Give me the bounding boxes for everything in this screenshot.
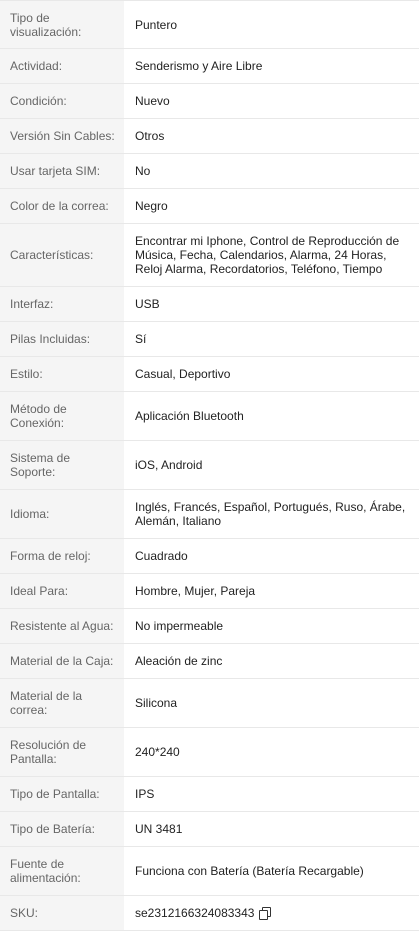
- spec-value-text: iOS, Android: [135, 458, 203, 472]
- spec-value-text: Inglés, Francés, Español, Portugués, Ruso, Árabe, Alemán, Italiano: [135, 500, 406, 528]
- spec-value: [124, 287, 419, 322]
- spec-row: [0, 154, 419, 189]
- spec-row-sku: [0, 896, 419, 931]
- spec-value: [124, 539, 419, 574]
- spec-row: [0, 644, 419, 679]
- spec-label: Interfaz:: [0, 287, 124, 322]
- spec-label: Material de la Caja:: [0, 644, 124, 679]
- spec-label: Idioma:: [0, 490, 124, 539]
- spec-row: [0, 322, 419, 357]
- spec-value-text: Senderismo y Aire Libre: [135, 59, 263, 73]
- spec-row: [0, 357, 419, 392]
- spec-row: [0, 812, 419, 847]
- spec-row: [0, 392, 419, 441]
- spec-row: [0, 441, 419, 490]
- spec-label: Versión Sin Cables:: [0, 119, 124, 154]
- spec-value: [124, 490, 419, 539]
- spec-label: Tipo de Pantalla:: [0, 777, 124, 812]
- spec-label: Tipo de visualización:: [0, 1, 124, 49]
- spec-value-text: Cuadrado: [135, 549, 188, 563]
- spec-row: [0, 847, 419, 896]
- spec-value: [124, 812, 419, 847]
- spec-value-text: Aplicación Bluetooth: [135, 409, 244, 423]
- spec-row: [0, 1, 419, 49]
- spec-value: [124, 644, 419, 679]
- spec-label: SKU:: [0, 896, 124, 931]
- spec-value-text: No impermeable: [135, 619, 224, 633]
- spec-value: [124, 1, 419, 49]
- spec-row: [0, 84, 419, 119]
- spec-row: [0, 679, 419, 728]
- spec-row: [0, 777, 419, 812]
- spec-label: Sistema de Soporte:: [0, 441, 124, 490]
- spec-row: [0, 539, 419, 574]
- spec-label: Color de la correa:: [0, 189, 124, 224]
- spec-value: [124, 896, 419, 931]
- spec-row: [0, 609, 419, 644]
- spec-value: [124, 392, 419, 441]
- spec-row: [0, 287, 419, 322]
- spec-value: [124, 679, 419, 728]
- specs-body: [0, 1, 419, 931]
- spec-label: Método de Conexión:: [0, 392, 124, 441]
- spec-label: Fuente de alimentación:: [0, 847, 124, 896]
- spec-label: Pilas Incluidas:: [0, 322, 124, 357]
- spec-row: [0, 574, 419, 609]
- spec-value-text: Casual, Deportivo: [135, 367, 231, 381]
- spec-value: [124, 728, 419, 777]
- spec-value: [124, 441, 419, 490]
- spec-row: [0, 728, 419, 777]
- spec-value: [124, 119, 419, 154]
- spec-label: Usar tarjeta SIM:: [0, 154, 124, 189]
- spec-label: Resolución de Pantalla:: [0, 728, 124, 777]
- copy-icon[interactable]: [259, 907, 271, 919]
- spec-label: Resistente al Agua:: [0, 609, 124, 644]
- spec-label: Tipo de Batería:: [0, 812, 124, 847]
- spec-row: [0, 224, 419, 287]
- spec-value-text: USB: [135, 297, 160, 311]
- spec-value: [124, 777, 419, 812]
- spec-value-text: Nuevo: [135, 94, 170, 108]
- spec-label: Forma de reloj:: [0, 539, 124, 574]
- spec-label: Material de la correa:: [0, 679, 124, 728]
- spec-label: Ideal Para:: [0, 574, 124, 609]
- spec-label: Estilo:: [0, 357, 124, 392]
- spec-value: [124, 609, 419, 644]
- spec-value: [124, 189, 419, 224]
- spec-value-text: Encontrar mi Iphone, Control de Reproducción de Música, Fecha, Calendarios, Alarma, 24 Horas, Reloj Alarma, Recordatorios, Teléfono, Tiempo: [135, 234, 400, 276]
- spec-value-text: 240*240: [135, 745, 180, 759]
- spec-value: [124, 847, 419, 896]
- spec-value: [124, 574, 419, 609]
- spec-value-text: IPS: [135, 787, 155, 801]
- spec-value: [124, 322, 419, 357]
- spec-value-text: se2312166324083343: [135, 906, 255, 920]
- spec-value-text: Puntero: [135, 17, 178, 32]
- spec-value-text: UN 3481: [135, 822, 183, 836]
- spec-row: [0, 189, 419, 224]
- spec-value-text: Silicona: [135, 696, 178, 710]
- spec-row: [0, 49, 419, 84]
- spec-row: [0, 119, 419, 154]
- spec-value-text: Negro: [135, 199, 168, 213]
- spec-value: [124, 224, 419, 287]
- spec-value-text: Aleación de zinc: [135, 654, 223, 668]
- spec-label: Actividad:: [0, 49, 124, 84]
- spec-value-text: Otros: [135, 129, 165, 143]
- spec-value-text: No: [135, 164, 151, 178]
- spec-value-text: Funciona con Batería (Batería Recargable): [135, 864, 364, 878]
- spec-value: [124, 357, 419, 392]
- spec-value-text: Sí: [135, 332, 147, 346]
- spec-value: [124, 84, 419, 119]
- spec-value: [124, 154, 419, 189]
- spec-row: [0, 490, 419, 539]
- spec-label: Condición:: [0, 84, 124, 119]
- spec-value-text: Hombre, Mujer, Pareja: [135, 584, 256, 598]
- spec-value: [124, 49, 419, 84]
- spec-label: Características:: [0, 224, 124, 287]
